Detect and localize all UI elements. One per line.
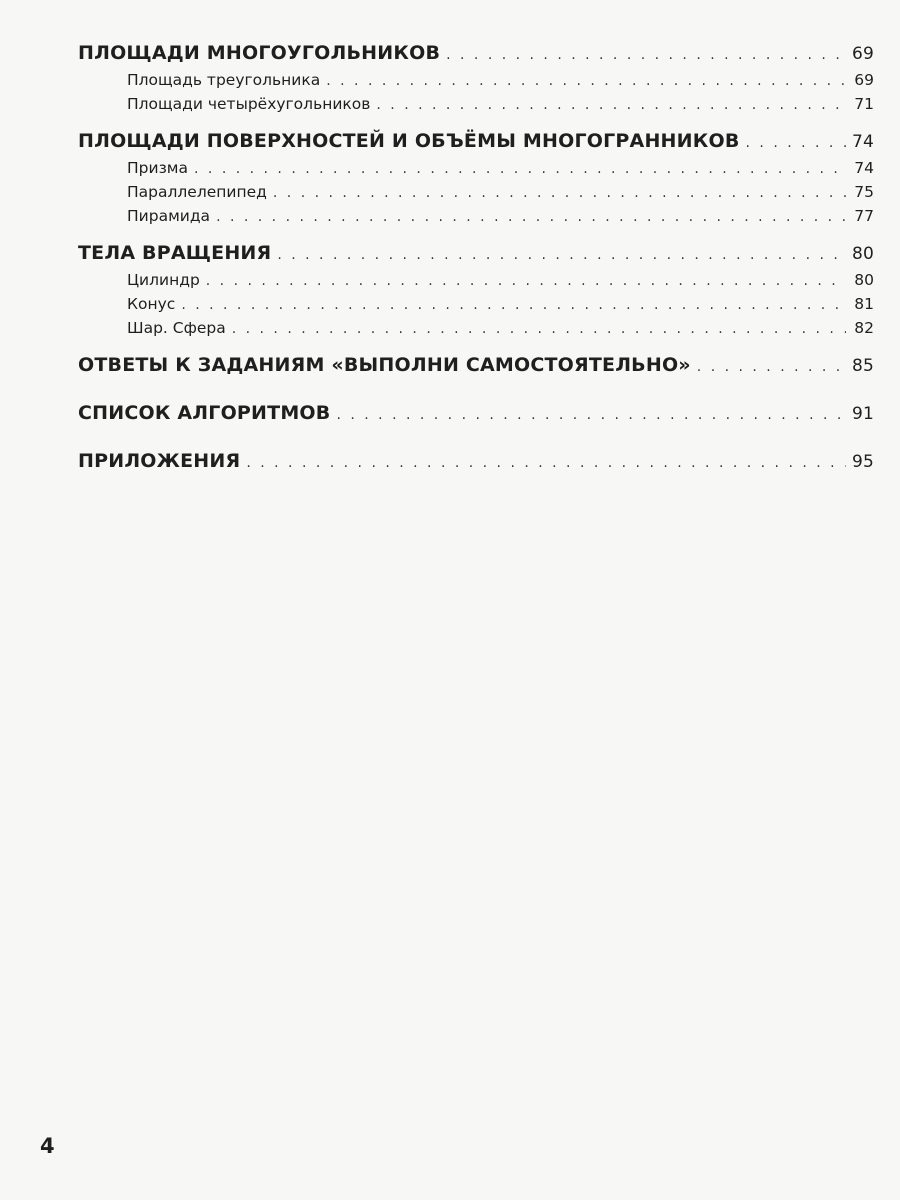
toc-entry-title: ОТВЕТЫ К ЗАДАНИЯМ «ВЫПОЛНИ САМОСТОЯТЕЛЬНО» (78, 354, 691, 376)
toc-entry-title: Пирамида (127, 207, 211, 225)
toc-entry-title: Цилиндр (127, 271, 200, 289)
toc-entry-cone[interactable] (78, 292, 874, 316)
toc-entry-title: Площадь треугольника (127, 71, 321, 89)
toc-entry-polyhedra[interactable] (78, 126, 874, 156)
toc-leader-dots (194, 157, 846, 181)
toc-entry-answers[interactable] (78, 350, 874, 380)
toc-leader-dots (246, 448, 846, 478)
toc-leader-dots (376, 93, 846, 117)
toc-leader-dots (326, 69, 846, 93)
page-number: 4 (40, 1134, 55, 1158)
toc-leader-dots (273, 181, 846, 205)
toc-entry-title: ПРИЛОЖЕНИЯ (78, 450, 241, 472)
toc-leader-dots (446, 40, 846, 70)
table-of-contents (78, 38, 874, 476)
toc-entry-triangle-area[interactable] (78, 68, 874, 92)
toc-entry-page: 81 (854, 295, 874, 313)
toc-entry-polygon-areas[interactable] (78, 38, 874, 68)
toc-entry-title: Конус (127, 295, 176, 313)
toc-entry-page: 71 (854, 95, 874, 113)
toc-entry-page: 69 (854, 71, 874, 89)
toc-entry-algorithms[interactable] (78, 398, 874, 428)
toc-entry-solids-of-revolution[interactable] (78, 238, 874, 268)
toc-leader-dots (697, 352, 846, 382)
toc-entry-pyramid[interactable] (78, 204, 874, 228)
toc-entry-quadrilateral-areas[interactable] (78, 92, 874, 116)
toc-leader-dots (277, 240, 846, 270)
toc-leader-dots (206, 269, 846, 293)
toc-entry-appendices[interactable] (78, 446, 874, 476)
toc-entry-sphere[interactable] (78, 316, 874, 340)
toc-leader-dots (746, 128, 846, 158)
toc-entry-title: ПЛОЩАДИ МНОГОУГОЛЬНИКОВ (78, 42, 441, 64)
toc-entry-title: СПИСОК АЛГОРИТМОВ (78, 402, 331, 424)
toc-entry-page: 95 (851, 452, 874, 472)
toc-leader-dots (232, 317, 846, 341)
toc-entry-page: 77 (854, 207, 874, 225)
toc-entry-prism[interactable] (78, 156, 874, 180)
toc-entry-title: Призма (127, 159, 189, 177)
toc-entry-title: Площади четырёхугольников (127, 95, 371, 113)
toc-entry-title: Шар. Сфера (127, 319, 226, 337)
toc-entry-title: ПЛОЩАДИ ПОВЕРХНОСТЕЙ И ОБЪЁМЫ МНОГОГРАННИКОВ (78, 130, 740, 152)
toc-entry-page: 85 (851, 356, 874, 376)
toc-entry-parallelepiped[interactable] (78, 180, 874, 204)
toc-entry-title: ТЕЛА ВРАЩЕНИЯ (78, 242, 272, 264)
toc-leader-dots (181, 293, 846, 317)
toc-entry-page: 74 (851, 132, 874, 152)
toc-leader-dots (336, 400, 845, 430)
toc-entry-page: 75 (854, 183, 874, 201)
toc-entry-page: 74 (854, 159, 874, 177)
toc-leader-dots (216, 205, 846, 229)
toc-entry-page: 91 (851, 404, 874, 424)
toc-entry-title: Параллелепипед (127, 183, 267, 201)
toc-entry-page: 82 (854, 319, 874, 337)
toc-entry-cylinder[interactable] (78, 268, 874, 292)
toc-entry-page: 69 (851, 44, 874, 64)
toc-entry-page: 80 (851, 244, 874, 264)
toc-entry-page: 80 (854, 271, 874, 289)
